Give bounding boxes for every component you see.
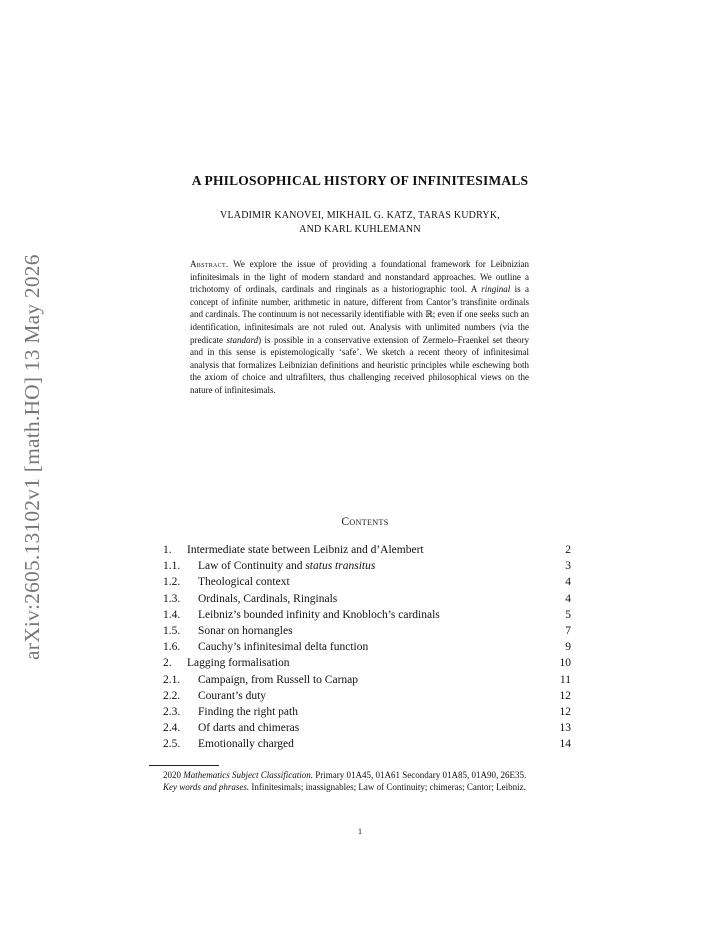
toc-entry-page: 12 [559, 689, 571, 702]
toc-entry[interactable] [163, 736, 571, 752]
toc-entry-title-text: Leibniz’s bounded infinity and Knobloch’s cardinals [198, 608, 440, 621]
toc-entry-title [187, 657, 541, 669]
abstract-term-standard: standard [226, 334, 259, 345]
toc-entry-page: 7 [565, 625, 571, 638]
toc-entry-number: 2. [163, 657, 172, 670]
toc-entry-title-text: Campaign, from Russell to Carnap [198, 673, 359, 686]
toc-entry[interactable] [163, 688, 571, 704]
toc-entry-number: 1.5. [163, 625, 181, 638]
toc-entry-title [198, 593, 541, 605]
toc-entry[interactable] [163, 558, 571, 574]
toc-entry[interactable] [163, 639, 571, 655]
toc-entry[interactable] [163, 672, 571, 688]
toc-entry-page: 10 [559, 657, 571, 670]
toc-entry-number: 1.6. [163, 641, 181, 654]
author-list [0, 209, 720, 237]
page-number: 1 [357, 826, 363, 836]
footnotes [149, 769, 571, 794]
toc-entry-number: 2.3. [163, 705, 181, 718]
toc-entry-number: 1.2. [163, 576, 181, 589]
toc-entry-number: 2.1. [163, 673, 181, 686]
paper-title: A PHILOSOPHICAL HISTORY OF INFINITESIMALS [191, 173, 529, 188]
toc-entry-title-text: Cauchy’s infinitesimal delta function [198, 641, 369, 654]
toc-entry-page: 2 [565, 544, 571, 557]
toc-entry-page: 5 [565, 608, 571, 621]
abstract-term-ringinal: ringinal [481, 284, 511, 295]
toc-entry[interactable] [163, 607, 571, 623]
abstract-text-part-1: We explore the issue of providing a foundational framework for Leibnizian infinitesimals in the light of modern standard and nonstandard approaches. We outline a trichotomy of ordinals, cardinals and ringinals as a historiographic tool. A [190, 259, 530, 295]
toc-entry-number: 1.4. [163, 608, 181, 621]
toc-entry-number: 1. [163, 544, 172, 557]
toc-entry-page: 3 [565, 560, 571, 573]
toc-entry-page: 4 [565, 576, 571, 589]
msc-label: Mathematics Subject Classification. [183, 770, 313, 780]
abstract-text-part-2: is a concept of infinite number, arithmetic in nature, different from Cantor’s transfinite ordinals and cardinals. The continuum is not necessarily identifiable with ℝ; even if one seeks such an identification, infinitesimals are not ruled out. Analysis with unlimited numbers (via the predicate [190, 284, 530, 345]
toc-entry-title [198, 560, 541, 572]
abstract [190, 258, 529, 397]
msc-footnote [149, 769, 571, 781]
table-of-contents [163, 542, 571, 752]
toc-entry[interactable] [163, 591, 571, 607]
toc-entry-title-text: Courant’s duty [198, 689, 267, 702]
toc-entry[interactable] [163, 623, 571, 639]
keywords-label: Key words and phrases. [163, 782, 250, 793]
toc-entry-page: 9 [565, 641, 571, 654]
toc-entry-title [198, 722, 541, 734]
toc-entry-title [198, 625, 541, 637]
toc-entry-page: 12 [559, 705, 571, 718]
toc-entry-title [198, 690, 541, 702]
contents-heading: Contents [341, 516, 389, 528]
toc-entry-title-text: Lagging formalisation [187, 657, 290, 670]
toc-entry-title [198, 641, 541, 653]
toc-entry-title-italic: status transitus [305, 560, 376, 573]
toc-entry-page: 14 [559, 738, 571, 751]
msc-year: 2020 [163, 770, 181, 780]
toc-entry-title-text: Intermediate state between Leibniz and d’Alembert [187, 544, 424, 557]
toc-entry-title-text: Theological context [198, 576, 290, 589]
arxiv-identifier-stamp: arXiv:2605.13102v1 [math.HO] 13 May 2026 [20, 254, 44, 660]
toc-entry-number: 1.1. [163, 560, 181, 573]
keywords-text: Infinitesimals; inassignables; Law of Continuity; chimeras; Cantor; Leibniz. [251, 782, 526, 793]
toc-entry-page: 13 [559, 722, 571, 735]
abstract-label: Abstract. [190, 259, 229, 269]
toc-entry-number: 2.2. [163, 689, 181, 702]
msc-codes: Primary 01A45, 01A61 Secondary 01A85, 01A90, 26E35. [315, 770, 527, 780]
toc-entry-page: 4 [565, 592, 571, 605]
toc-entry-page: 11 [559, 673, 571, 686]
author-line-2: AND KARL KUHLEMANN [299, 224, 421, 235]
toc-entry-title-text: Law of Continuity and [198, 560, 306, 573]
toc-entry-title [198, 609, 541, 621]
toc-entry-title [187, 544, 541, 556]
toc-entry[interactable] [163, 704, 571, 720]
toc-entry-title-text: Emotionally charged [198, 738, 294, 751]
toc-entry[interactable] [163, 574, 571, 590]
footnote-rule [149, 765, 219, 766]
toc-entry[interactable] [163, 655, 571, 671]
toc-entry-title [198, 706, 541, 718]
toc-entry-title [198, 738, 541, 750]
toc-entry-number: 2.4. [163, 722, 181, 735]
author-line-1: VLADIMIR KANOVEI, MIKHAIL G. KATZ, TARAS KUDRYK, [220, 210, 500, 221]
toc-entry[interactable] [163, 542, 571, 558]
toc-entry-number: 1.3. [163, 592, 181, 605]
toc-entry-title-text: Ordinals, Cardinals, Ringinals [198, 592, 338, 605]
toc-entry-number: 2.5. [163, 738, 181, 751]
toc-entry-title-text: Of darts and chimeras [198, 722, 300, 735]
toc-entry-title-text: Finding the right path [198, 705, 298, 718]
toc-entry[interactable] [163, 720, 571, 736]
toc-entry-title [198, 576, 541, 588]
toc-entry-title-text: Sonar on hornangles [198, 625, 293, 638]
abstract-text-part-3: ) is possible in a conservative extension of Zermelo–Fraenkel set theory and in this sense is epistemologically ‘safe’. We sketch a recent theory of infinitesimal analysis that formalizes Leibnizian definitions and heuristic principles while eschewing both the axiom of choice and ultrafilters, thus challenging received philosophical views on the nature of infinitesimals. [190, 334, 529, 395]
keywords-footnote [149, 781, 571, 793]
toc-entry-title [198, 674, 541, 686]
